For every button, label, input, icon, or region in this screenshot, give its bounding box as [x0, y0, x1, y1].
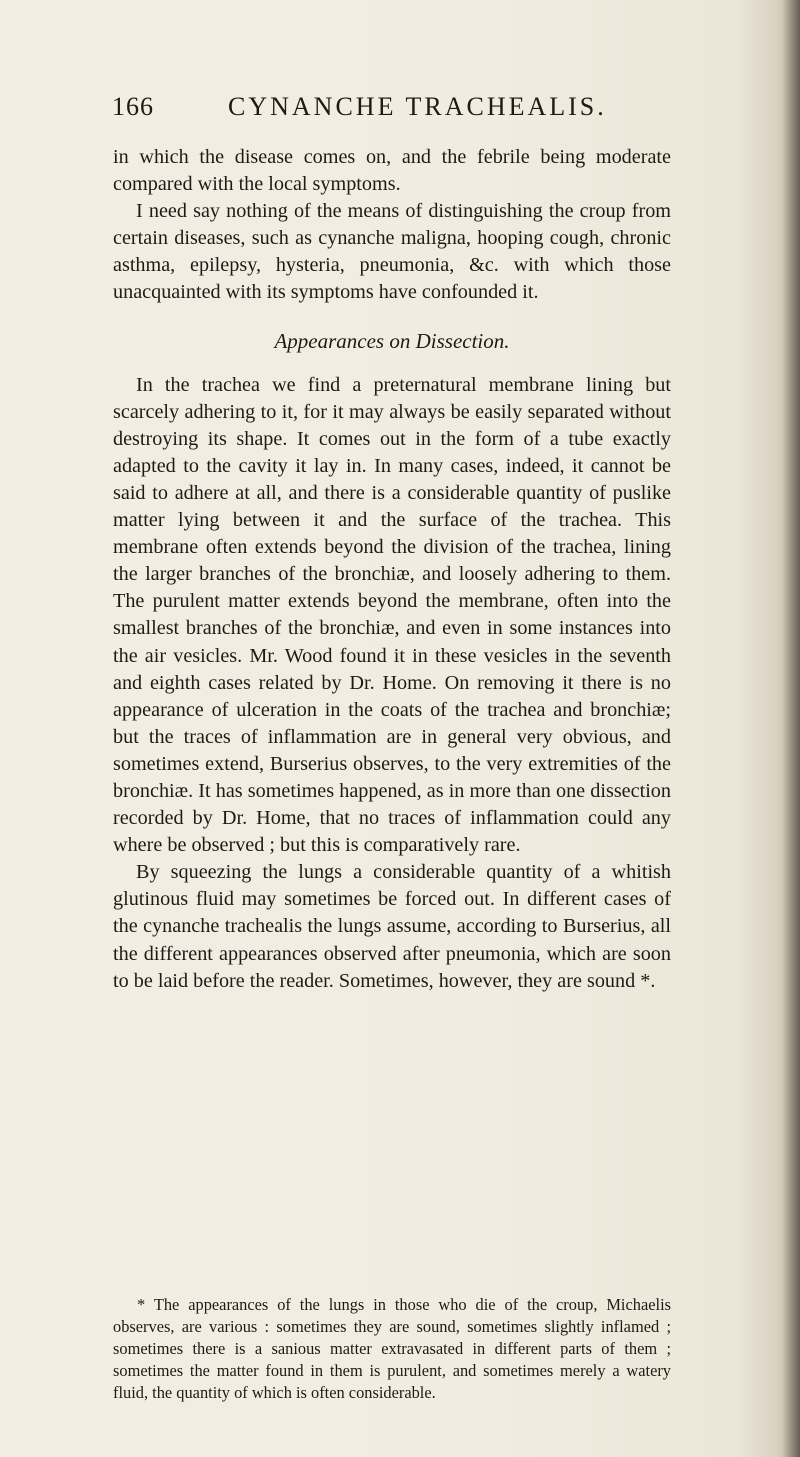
paragraph-continuation: in which the disease comes on, and the febrile being moderate compared with the local symptoms.	[113, 146, 671, 196]
page-number: 166	[112, 92, 154, 121]
page-binding-shadow	[782, 0, 800, 1457]
paragraph-trachea-membrane: In the trachea we find a preternatural membrane lining but scarcely adhering to it, for it may always be easily separated without destroying its shape. It comes out in the form of a tube exactly adapted to the cavity it lay in. In many cases, indeed, it cannot be said to adhere at all, and there is a considerable quantity of puslike matter lying between it and the surface of the trachea. This membrane often extends beyond the division of the trachea, lining the larger branches of the bronchiæ, and loosely adhering to them. The purulent matter extends beyond the membrane, often into the smallest branches of the bronchiæ, and even in some instances into the air vesicles. Mr. Wood found it in these vesicles in the seventh and eighth cases related by Dr. Home. On removing it there is no appearance of ulceration in the coats of the trachea and bronchiæ; but the traces of inflammation are in general very obvious, and sometimes extend, Burserius observes, to the very extremities of the bronchiæ. It has sometimes happened, as in more than one dissection recorded by Dr. Home, that no traces of inflammation could any where be observed ; but this is comparatively rare.	[113, 373, 671, 857]
footnote: * The appearances of the lungs in those who die of the croup, Michaelis observes, are various : sometimes they are sound, sometimes slightly inflamed ; sometimes there is a sanious matter extravasated in different parts of them ; sometimes the matter found in them is purulent, and sometimes merely a watery fluid, the quantity of which is often considerable.	[113, 1295, 671, 1403]
body-text	[113, 144, 671, 995]
paragraph-distinguishing-croup: I need say nothing of the means of distinguishing the croup from certain diseases, such as cynanche maligna, hooping cough, chronic asthma, epilepsy, hysteria, pneumonia, &c. with which those unacquainted with its symptoms have confounded it.	[113, 200, 671, 304]
paragraph-lungs: By squeezing the lungs a considerable quantity of a whitish glutinous fluid may sometimes be forced out. In different cases of the cynanche trachealis the lungs assume, according to Burserius, all the different appearances observed after pneumonia, which are soon to be laid before the reader. Sometimes, however, they are sound *.	[113, 861, 671, 992]
page-header	[112, 92, 672, 132]
section-heading: Appearances on Dissection.	[274, 328, 510, 353]
running-head: CYNANCHE TRACHEALIS.	[228, 92, 607, 121]
